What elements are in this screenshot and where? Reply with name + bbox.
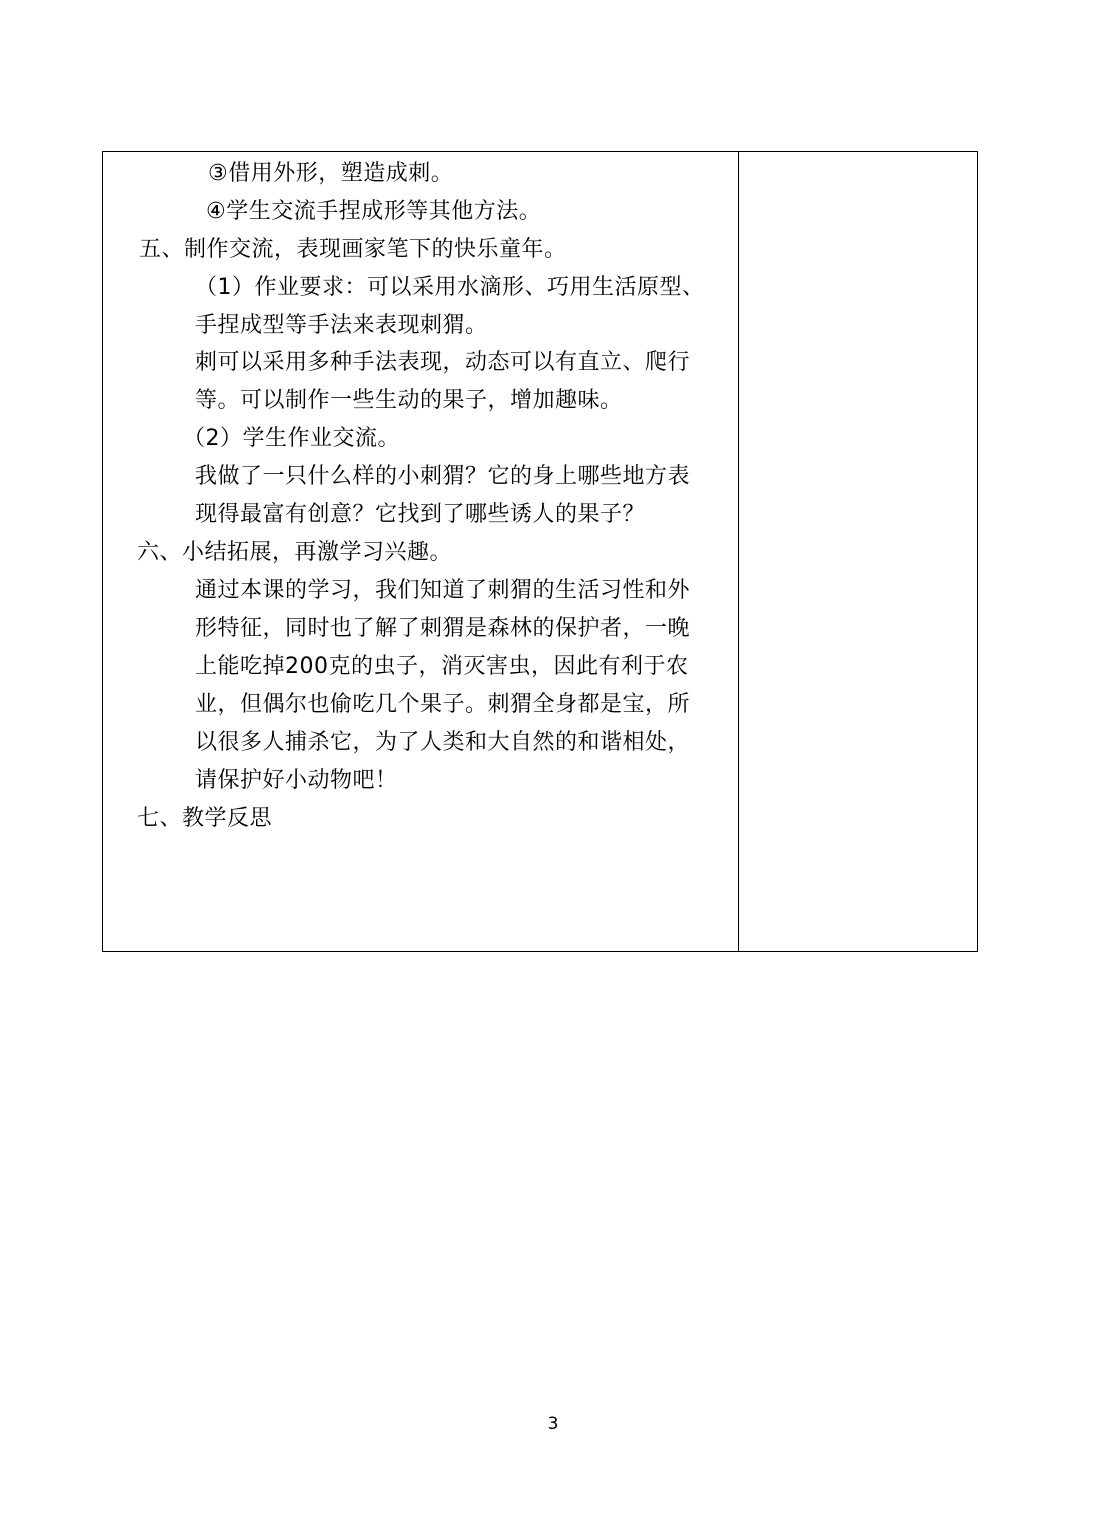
text-line: 请保护好小动物吧！	[195, 768, 398, 793]
column-divider	[738, 152, 739, 951]
text-line: 我做了一只什么样的小刺猬？它的身上哪些地方表	[195, 464, 691, 489]
text-line: （1）作业要求：可以采用水滴形、巧用生活原型、	[195, 275, 705, 300]
text-line: 现得最富有创意？它找到了哪些诱人的果子？	[195, 502, 646, 527]
text-line: ④学生交流手捏成形等其他方法。	[206, 199, 542, 224]
section-heading: 六、小结拓展，再激学习兴趣。	[137, 540, 453, 565]
text-line: 上能吃掉200克的虫子，消灭害虫，因此有利于农	[195, 654, 689, 679]
page-number: 3	[547, 1414, 559, 1434]
text-line: 刺可以采用多种手法表现，动态可以有直立、爬行	[195, 350, 691, 375]
lesson-table	[102, 151, 978, 952]
text-line: 手捏成型等手法来表现刺猬。	[195, 313, 488, 338]
text-line: 以很多人捕杀它，为了人类和大自然的和谐相处，	[195, 730, 691, 755]
section-heading: 五、制作交流，表现画家笔下的快乐童年。	[139, 237, 567, 262]
text-line: 业，但偶尔也偷吃几个果子。刺猬全身都是宝，所	[195, 692, 691, 717]
text-line: 等。可以制作一些生动的果子，增加趣味。	[195, 388, 623, 413]
text-line: ③借用外形，塑造成刺。	[208, 161, 454, 186]
section-heading: 七、教学反思	[137, 806, 273, 831]
text-line: 形特征，同时也了解了刺猬是森林的保护者，一晚	[195, 616, 691, 641]
text-line: 通过本课的学习，我们知道了刺猬的生活习性和外	[195, 578, 691, 603]
text-line: （2）学生作业交流。	[183, 426, 400, 451]
